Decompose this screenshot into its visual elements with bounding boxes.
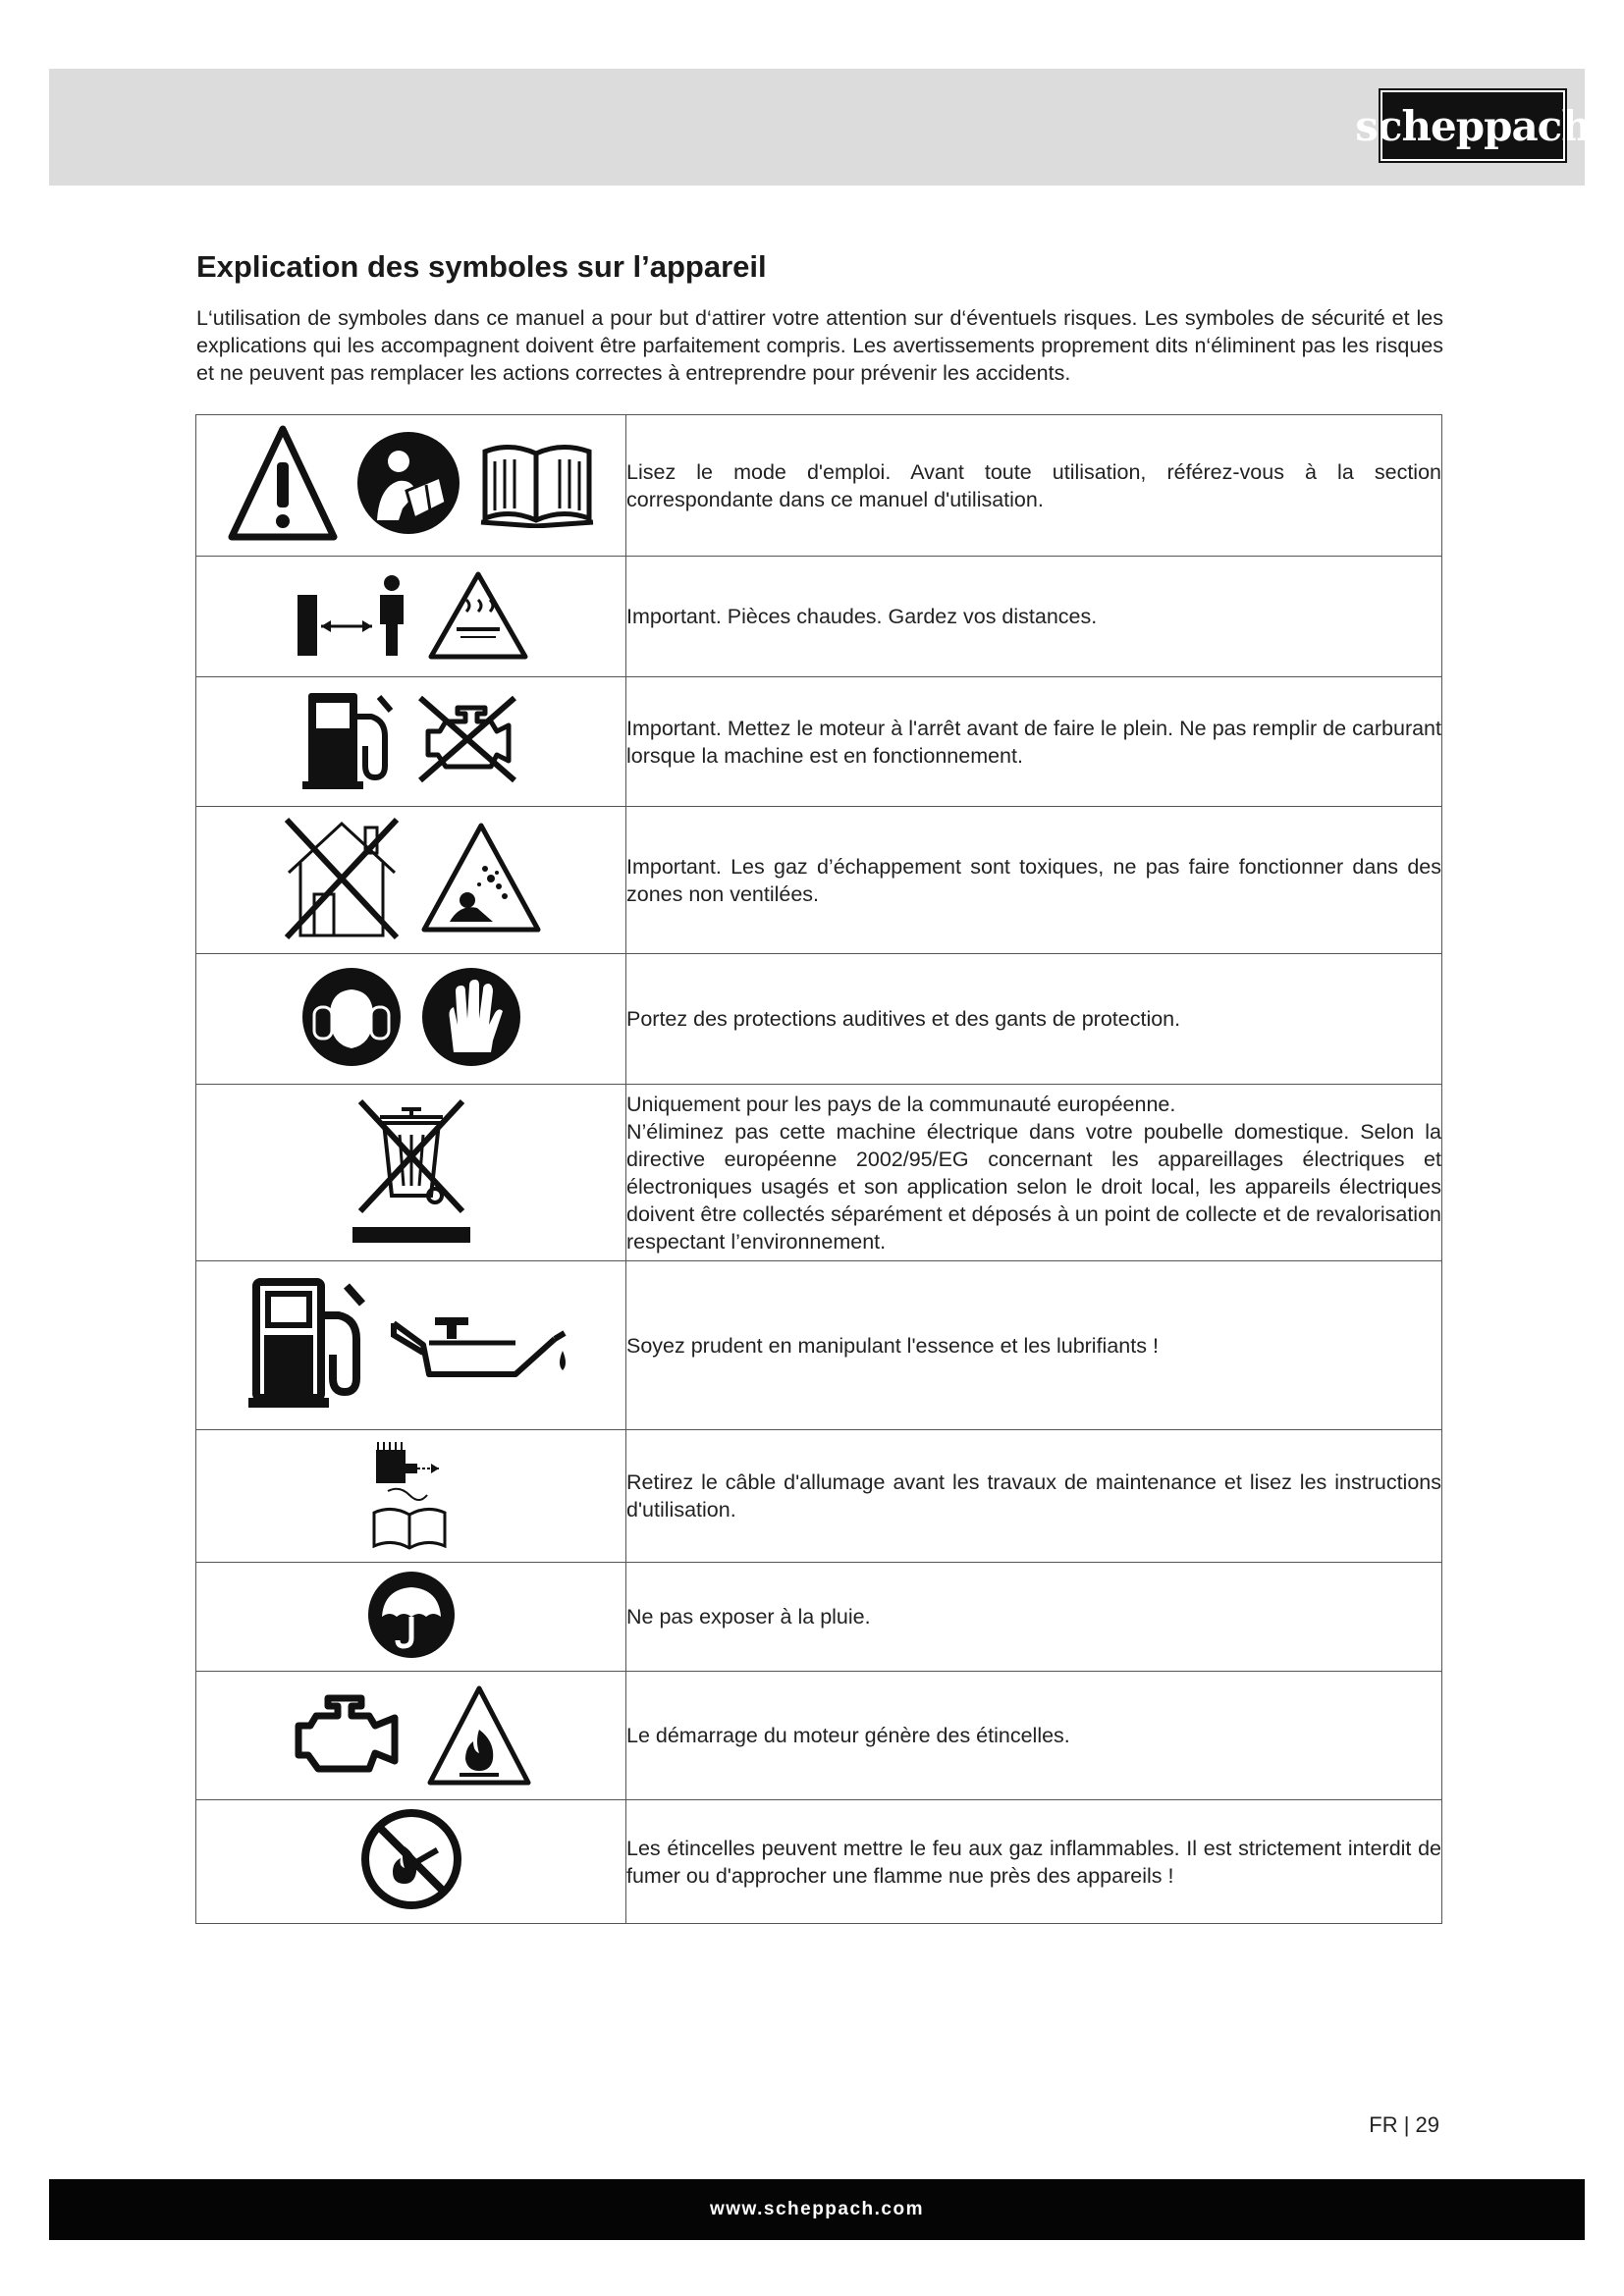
fuel-pump-icon [302, 687, 397, 791]
table-row [196, 677, 1442, 807]
umbrella-icon [366, 1570, 457, 1660]
text-line: Uniquement pour les pays de la communauté européenne. [626, 1092, 1176, 1116]
text-cell: Important. Les gaz d’échappement sont toxiques, ne pas faire fonctionner dans des zones non ventilées. [626, 807, 1442, 954]
icon-cell [196, 1800, 626, 1924]
table-row [196, 1800, 1442, 1924]
table-row [196, 1430, 1442, 1563]
hot-surface-icon [427, 568, 529, 663]
header-band [49, 69, 1591, 186]
icon-cell [196, 1563, 626, 1672]
icon-cell [196, 415, 626, 557]
text-cell [626, 1085, 1442, 1261]
icon-cell [196, 1672, 626, 1800]
text-cell: Portez des protections auditives et des gants de protection. [626, 954, 1442, 1085]
ear-protection-icon [300, 966, 403, 1068]
text-cell: Important. Pièces chaudes. Gardez vos distances. [626, 557, 1442, 677]
icon-cell [196, 954, 626, 1085]
icon-cell [196, 557, 626, 677]
footer-url[interactable]: www.scheppach.com [709, 2199, 924, 2219]
intro-paragraph: L‘utilisation de symboles dans ce manuel a pour but d‘attirer votre attention sur d‘éventuels risques. Les symboles de sécurité et les explications qui les accompagnent doivent être parfaitement compris. Les avertissements proprement dits n‘éliminent pas les risques et ne peuvent pas remplacer les actions correctes à entreprendre pour prévenir les accidents. [196, 306, 1443, 385]
icon-cell [196, 1430, 626, 1563]
open-book-icon [479, 438, 595, 528]
table-row [196, 807, 1442, 954]
fuel-pump-icon [248, 1276, 372, 1410]
text-cell: Retirez le câble d'allumage avant les travaux de maintenance et lisez les instructions d'utilisation. [626, 1430, 1442, 1563]
icon-cell [196, 1085, 626, 1261]
table-row [196, 1563, 1442, 1672]
text-cell: Le démarrage du moteur génère des étincelles. [626, 1672, 1442, 1800]
read-manual-icon [355, 430, 461, 536]
table-row [196, 415, 1442, 557]
icon-cell [196, 807, 626, 954]
text-cell: Ne pas exposer à la pluie. [626, 1563, 1442, 1672]
table-row [196, 954, 1442, 1085]
page-title: Explication des symboles sur l’appareil [196, 249, 767, 284]
text-cell: Les étincelles peuvent mettre le feu aux gaz inflammables. Il est strictement interdit de fumer ou d'approcher une flamme nue près des appareils ! [626, 1800, 1442, 1924]
page-number: FR | 29 [1369, 2112, 1439, 2137]
keep-distance-icon [294, 571, 409, 660]
spark-plug-cable-icon [370, 1436, 453, 1552]
engine-icon [289, 1692, 406, 1779]
text-cell: Important. Mettez le moteur à l'arrêt avant de faire le plein. Ne pas remplir de carburant lorsque la machine est en fonctionnement. [626, 677, 1442, 807]
text-cell: Lisez le mode d'emploi. Avant toute utilisation, référez-vous à la section correspondante dans ce manuel d'utilisation. [626, 415, 1442, 557]
footer-band [49, 2179, 1585, 2240]
house-crossed-icon [281, 814, 403, 941]
table-row [196, 1672, 1442, 1800]
icon-cell [196, 1261, 626, 1430]
table-row [196, 557, 1442, 677]
icon-cell [196, 677, 626, 807]
scheppach-logo: scheppach [1380, 90, 1565, 161]
engine-crossed-icon [414, 692, 520, 786]
symbols-table [195, 414, 1442, 1924]
table-row [196, 1085, 1442, 1261]
gloves-icon [420, 966, 522, 1068]
no-smoking-icon [359, 1807, 463, 1911]
text-cell: Soyez prudent en manipulant l'essence et les lubrifiants ! [626, 1261, 1442, 1430]
warning-triangle-icon [228, 423, 338, 543]
text-line: N’éliminez pas cette machine électrique dans votre poubelle domestique. Selon la directive européenne 2002/95/EG concernant les appareillages électriques et électroniques usagés et son application selon le droit local, les appareils électriques doivent être collectés séparément et déposés à un point de collecte et de revalorisation respectant l’environnement. [626, 1119, 1441, 1254]
oil-can-icon [390, 1296, 574, 1390]
table-row [196, 1261, 1442, 1430]
flammable-icon [424, 1682, 534, 1789]
weee-bin-icon [351, 1092, 472, 1249]
toxic-fumes-icon [420, 820, 542, 935]
